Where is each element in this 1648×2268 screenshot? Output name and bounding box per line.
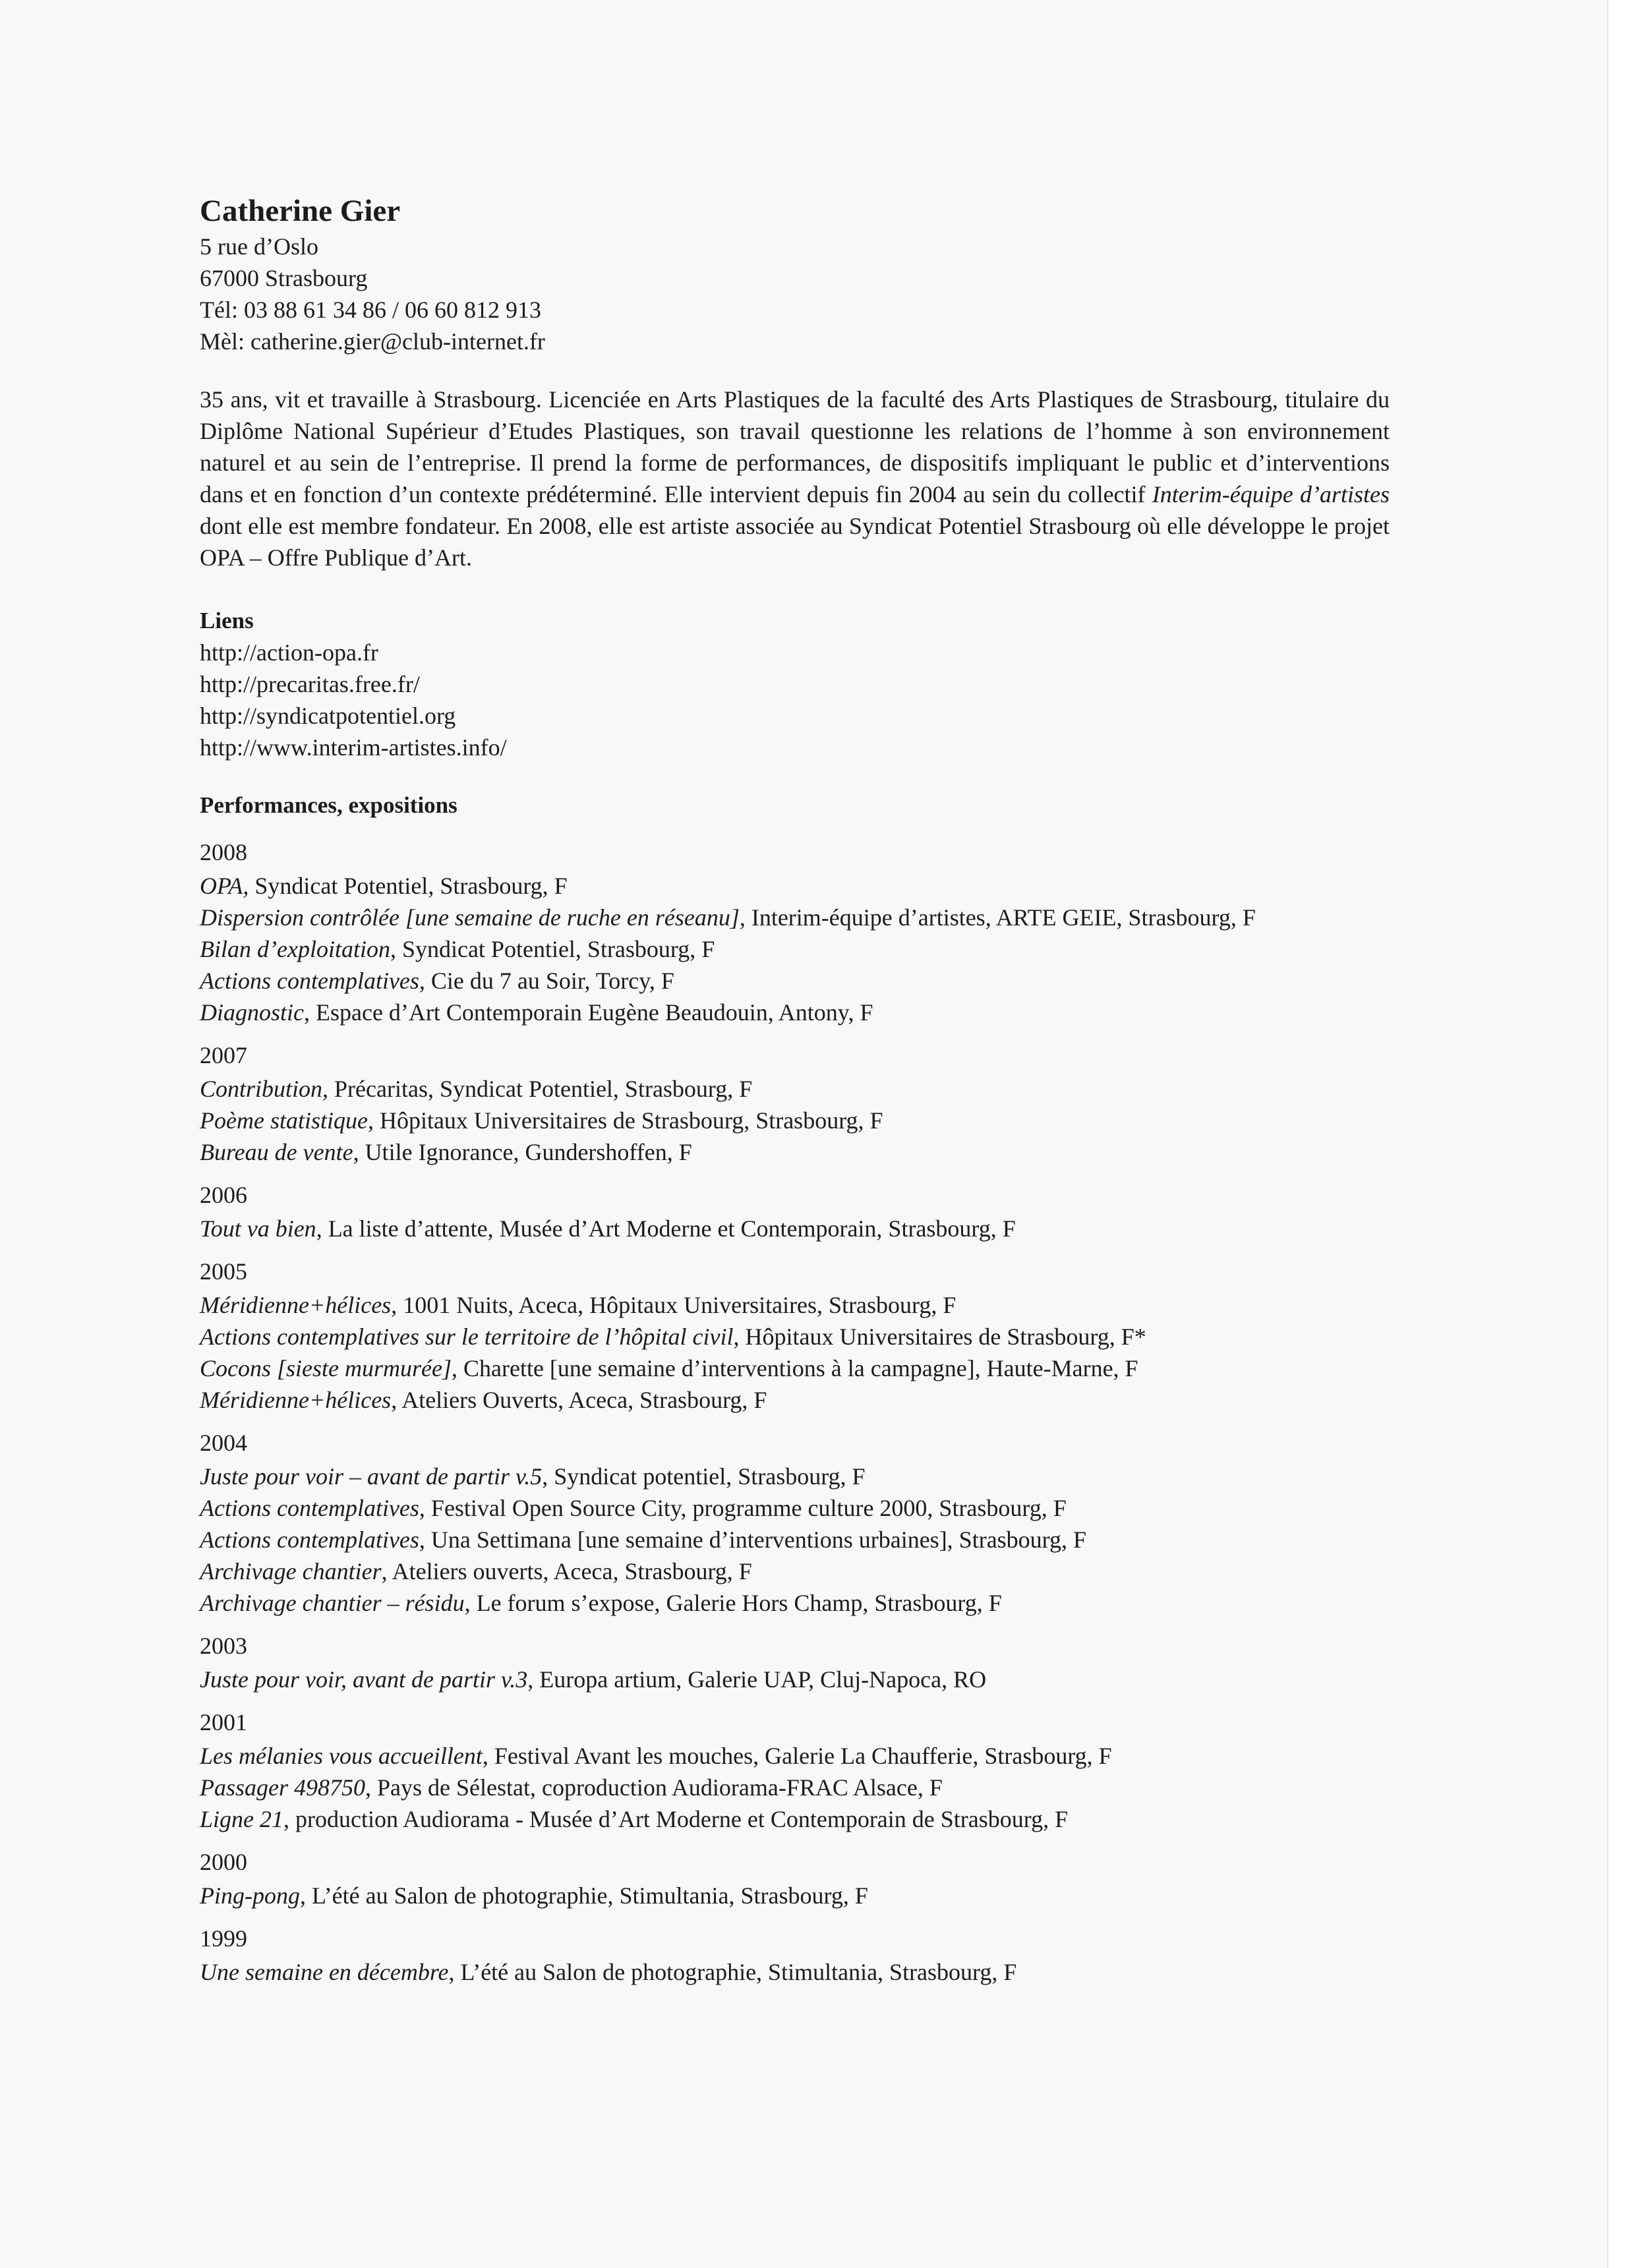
performance-entry (200, 1880, 1390, 1911)
performance-entry (200, 1136, 1390, 1168)
performance-entry (200, 1213, 1390, 1244)
performance-entry (200, 1524, 1390, 1556)
contact-block (200, 191, 1390, 357)
performance-entry (200, 1803, 1390, 1835)
year-block (200, 1037, 1390, 1168)
venue-details: , L’été au Salon de photographie, Stimultania, Strasbourg, F (299, 1882, 868, 1909)
venue-details: Syndicat Potentiel, Strasbourg, F (249, 873, 568, 899)
work-title: Cocons [sieste murmurée] (200, 1355, 452, 1381)
venue-details: , Espace d’Art Contemporain Eugène Beaudouin, Antony, F (304, 999, 873, 1026)
biography-text-start: 35 ans, vit et travaille à Strasbourg. Licenciée en Arts Plastiques de la faculté des Arts Plastiques de Strasbourg, titulaire du Diplôme National Supérieur d’Etudes Plastiques, son travail questionne les relations de l’homme à son environnement naturel et au sein de l’entreprise. Il prend la forme de performances, de dispositifs impliquant le public et d’interventions dans et en fonction d’un contexte prédéterminé. Elle intervient depuis fin 2004 au sein du collectif (200, 386, 1390, 508)
performance-entry (200, 1352, 1390, 1384)
performance-entry (200, 1073, 1390, 1105)
venue-details: Interim-équipe d’artistes, ARTE GEIE, Strasbourg, F (745, 904, 1256, 931)
work-title: Actions contemplatives sur le territoire de l’hôpital civil (200, 1323, 734, 1350)
year-block (200, 834, 1390, 1028)
year-label: 2008 (200, 839, 247, 865)
performance-entry (200, 902, 1390, 933)
venue-details: , Festival Avant les mouches, Galerie La Chaufferie, Strasbourg, F (482, 1743, 1112, 1769)
links-heading: Liens (200, 608, 254, 633)
work-title: Méridienne+hélices (200, 1292, 392, 1318)
performance-entry (200, 1956, 1390, 1988)
venue-details: , 1001 Nuits, Aceca, Hôpitaux Universitaires, Strasbourg, F (391, 1292, 956, 1318)
year-block (200, 1844, 1390, 1911)
performance-entry (200, 1105, 1390, 1136)
year-block (200, 1704, 1390, 1835)
year-label: 2004 (200, 1430, 247, 1456)
year-label: 2003 (200, 1633, 247, 1659)
venue-details: Précaritas, Syndicat Potentiel, Strasbourg, F (328, 1076, 753, 1102)
venue-details: , Ateliers ouverts, Aceca, Strasbourg, F (381, 1558, 752, 1585)
work-title: Contribution, (200, 1076, 329, 1102)
performance-entry (200, 1461, 1390, 1492)
year-label: 2007 (200, 1042, 247, 1068)
phone-numbers: Tél: 03 88 61 34 86 / 06 60 812 913 (200, 297, 541, 323)
year-block (200, 1628, 1390, 1695)
venue-details: , Una Settimana [une semaine d’interventions urbaines], Strasbourg, F (419, 1527, 1087, 1553)
performances-heading: Performances, expositions (200, 792, 457, 818)
venue-details: , Hôpitaux Universitaires de Strasbourg, F* (733, 1323, 1146, 1350)
biography-text-end: dont elle est membre fondateur. En 2008, elle est artiste associée au Syndicat Potentiel Strasbourg où elle développe le projet OPA – Offre Publique d’Art. (200, 513, 1390, 571)
work-title: Ligne 21 (200, 1806, 284, 1832)
work-title: Une semaine en décembre (200, 1959, 449, 1985)
work-title: Diagnostic (200, 999, 304, 1026)
biography-paragraph (200, 384, 1390, 573)
work-title: Juste pour voir, avant de partir v.3 (200, 1666, 528, 1693)
venue-details: , production Audiorama - Musée d’Art Moderne et Contemporain de Strasbourg, F (283, 1806, 1069, 1832)
work-title: Tout va bien (200, 1215, 316, 1242)
work-title: Juste pour voir – avant de partir v.5 (200, 1463, 543, 1490)
work-title: OPA, (200, 873, 249, 899)
venue-details: , Pays de Sélestat, coproduction Audiorama-FRAC Alsace, F (365, 1774, 943, 1801)
link-item[interactable]: http://action-opa.fr (200, 639, 378, 666)
address-street: 5 rue d’Oslo (200, 233, 318, 260)
performances-list (200, 834, 1390, 1988)
year-block (200, 1921, 1390, 1988)
person-name: Catherine Gier (200, 194, 401, 228)
work-title: Bilan d’exploitation (200, 936, 390, 962)
address-city: 67000 Strasbourg (200, 265, 368, 291)
cv-content (200, 191, 1390, 1988)
year-block (200, 1177, 1390, 1244)
email-address: Mèl: catherine.gier@club-internet.fr (200, 328, 545, 355)
year-block (200, 1425, 1390, 1619)
venue-details: , Charette [une semaine d’interventions à la campagne], Haute-Marne, F (451, 1355, 1138, 1381)
venue-details: , Syndicat Potentiel, Strasbourg, F (390, 936, 715, 962)
work-title: Poème statistique (200, 1107, 368, 1134)
venue-details: , Utile Ignorance, Gundershoffen, F (353, 1139, 692, 1165)
link-item[interactable]: http://www.interim-artistes.info/ (200, 734, 507, 761)
performance-entry (200, 933, 1390, 965)
work-title: Actions contemplatives (200, 1495, 419, 1521)
venue-details: , L’été au Salon de photographie, Stimultania, Strasbourg, F (448, 1959, 1017, 1985)
work-title: Archivage chantier (200, 1558, 382, 1585)
year-label: 2005 (200, 1258, 247, 1285)
year-label: 1999 (200, 1925, 247, 1952)
performance-entry (200, 1664, 1390, 1695)
venue-details: , Europa artium, Galerie UAP, Cluj-Napoca, RO (527, 1666, 987, 1693)
performance-entry (200, 1492, 1390, 1524)
links-section (200, 605, 1390, 763)
work-title: Ping-pong (200, 1882, 300, 1909)
work-title: Actions contemplatives, (200, 968, 425, 994)
year-label: 2001 (200, 1709, 247, 1735)
performance-entry (200, 997, 1390, 1028)
venue-details: , La liste d’attente, Musée d’Art Moderne et Contemporain, Strasbourg, F (316, 1215, 1016, 1242)
collective-name: Interim-équipe d’artistes (1152, 481, 1390, 508)
venue-details: Cie du 7 au Soir, Torcy, F (425, 968, 674, 994)
work-title: Méridienne+hélices (200, 1387, 392, 1413)
venue-details: , Le forum s’expose, Galerie Hors Champ, Strasbourg, F (464, 1590, 1002, 1616)
performance-entry (200, 1384, 1390, 1416)
year-block (200, 1254, 1390, 1416)
performance-entry (200, 1740, 1390, 1772)
venue-details: , Ateliers Ouverts, Aceca, Strasbourg, F (391, 1387, 767, 1413)
performance-entry (200, 1772, 1390, 1803)
performances-section (200, 790, 1390, 1988)
performance-entry (200, 965, 1390, 997)
link-item[interactable]: http://syndicatpotentiel.org (200, 703, 456, 729)
performance-entry (200, 1587, 1390, 1619)
performance-entry (200, 1321, 1390, 1352)
venue-details: , Hôpitaux Universitaires de Strasbourg, Strasbourg, F (367, 1107, 883, 1134)
year-label: 2000 (200, 1849, 247, 1875)
venue-details: , Syndicat potentiel, Strasbourg, F (542, 1463, 866, 1490)
work-title: Les mélanies vous accueillent (200, 1743, 483, 1769)
link-item[interactable]: http://precaritas.free.fr/ (200, 671, 420, 697)
work-title: Dispersion contrôlée [une semaine de ruche en réseanu], (200, 904, 746, 931)
performance-entry (200, 1289, 1390, 1321)
work-title: Actions contemplatives (200, 1527, 419, 1553)
performance-entry (200, 870, 1390, 902)
work-title: Bureau de vente (200, 1139, 353, 1165)
links-list (200, 637, 1390, 763)
work-title: Passager 498750 (200, 1774, 365, 1801)
work-title: Archivage chantier – résidu (200, 1590, 465, 1616)
performance-entry (200, 1556, 1390, 1587)
venue-details: , Festival Open Source City, programme culture 2000, Strasbourg, F (419, 1495, 1067, 1521)
year-label: 2006 (200, 1182, 247, 1208)
